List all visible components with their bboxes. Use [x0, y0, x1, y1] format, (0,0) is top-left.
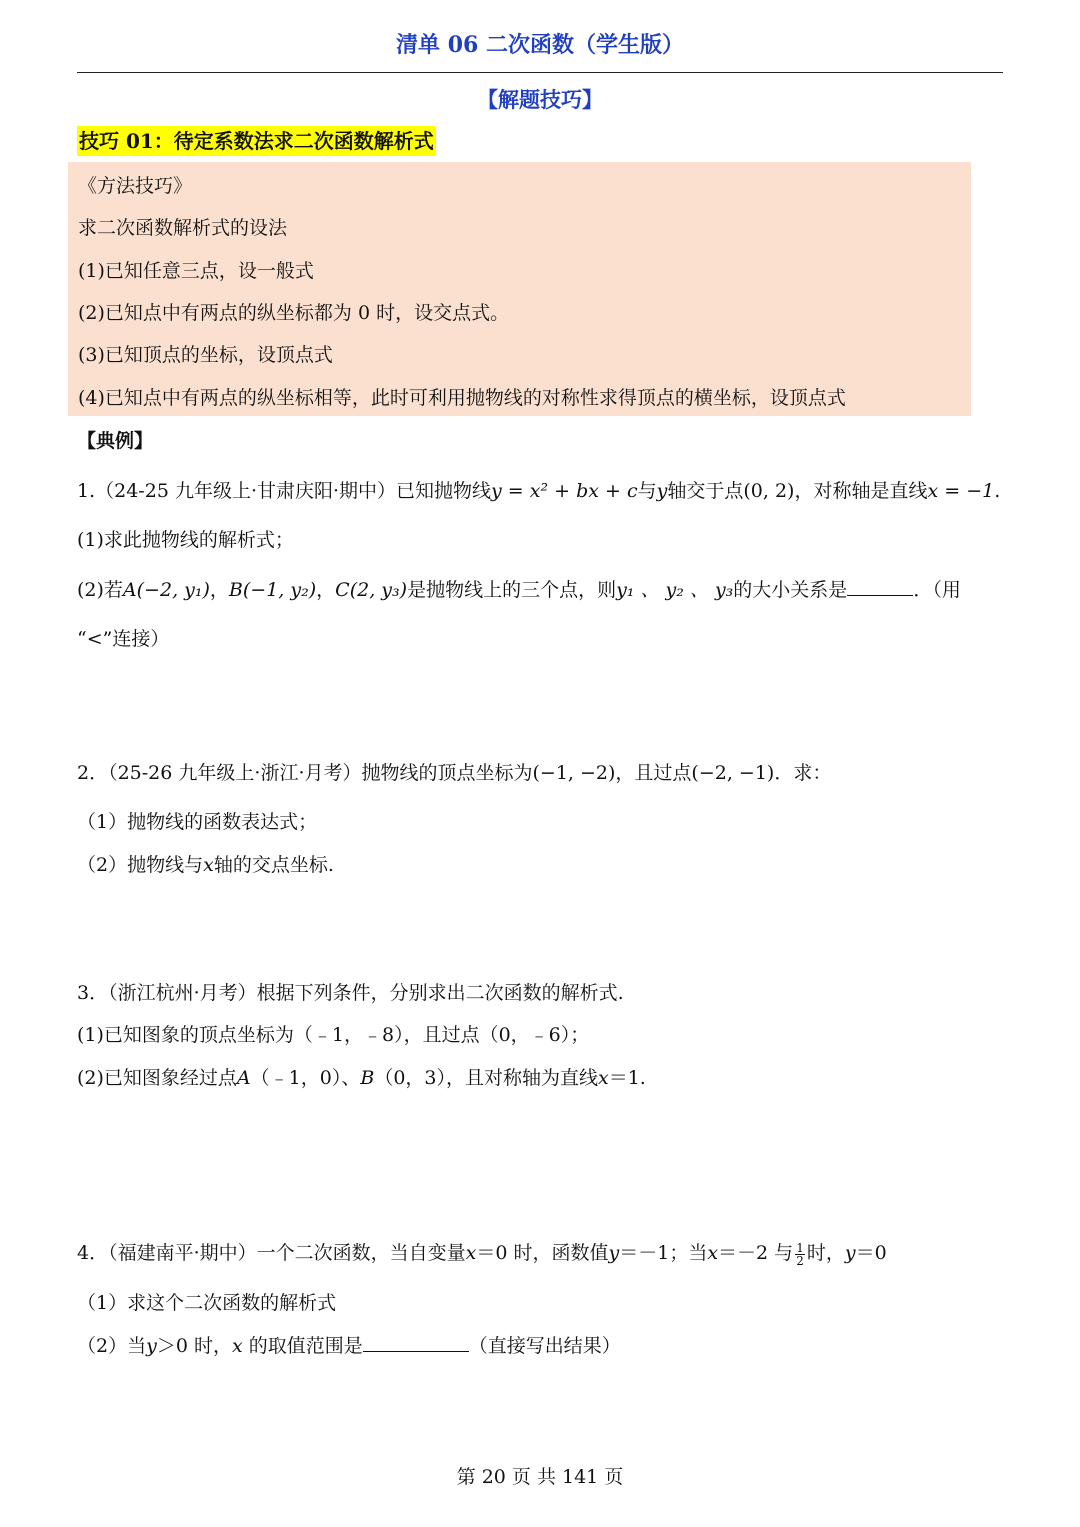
q4-frac-num: 1 [796, 1240, 804, 1255]
q4-prefix: 4．（福建南平·期中）一个二次函数，当自变量 [77, 1242, 466, 1264]
q2-x-var: x [203, 854, 214, 876]
q1-point-c: C(2, y₃) [335, 579, 408, 601]
q1-equation: y = x² + bx + c [491, 480, 638, 502]
q4-y-var-1: y [608, 1242, 620, 1264]
page-footer: 第 20 页 共 141 页 [456, 1466, 624, 1488]
q1-mid: 与 [637, 480, 657, 502]
q1-sep-2: ， [316, 579, 336, 601]
example-heading: 【典例】 [77, 430, 154, 452]
q3-sub2-mid: （﹣1，0）、 [250, 1067, 361, 1089]
q3-point-b: B [360, 1067, 375, 1089]
q3-sub2-end: ＝1. [608, 1067, 646, 1089]
q4-seg-2: ＝－1；当 [619, 1242, 708, 1264]
q1-point: (0, 2) [743, 480, 795, 502]
header-divider [77, 72, 1003, 73]
q1-sub2-end: ．（用 [913, 579, 961, 601]
page-header-title: 清单 06 二次函数（学生版） [396, 32, 684, 58]
q1-sub2-mid: 是抛物线上的三个点，则 [407, 579, 617, 601]
q4-answer-blank[interactable] [363, 1350, 469, 1352]
method-line-4: (3)已知顶点的坐标，设顶点式 [78, 344, 333, 366]
q3-sub-2 [77, 1063, 646, 1090]
q1-sub-2-cont: “<”连接） [77, 628, 170, 650]
method-line-1: 求二次函数解析式的设法 [78, 217, 288, 239]
q2-end: ．求： [774, 762, 832, 784]
q4-x-var-2: x [707, 1242, 719, 1264]
q4-y-var-3: y [146, 1335, 157, 1357]
q1-end: . [994, 480, 1001, 502]
q3-point-a: A [236, 1067, 251, 1089]
q4-line-1 [77, 1238, 887, 1267]
method-heading: 《方法技巧》 [78, 175, 193, 197]
q3-line-1: 3．（浙江杭州·月考）根据下列条件，分别求出二次函数的解析式. [77, 982, 624, 1004]
q4-fraction [795, 1242, 805, 1267]
q4-x-var-1: x [465, 1242, 477, 1264]
q4-sub2-prefix: （2）当 [77, 1335, 147, 1357]
q2-mid: ，且过点 [615, 762, 692, 784]
q2-sub2-prefix: （2）抛物线与 [77, 854, 204, 876]
q1-prefix: 1.（24-25 九年级上·甘肃庆阳·期中）已知抛物线 [77, 480, 492, 502]
q3-x-var: x [598, 1067, 609, 1089]
q1-mid2: 轴交于点 [667, 480, 744, 502]
q2-sub2-end: 轴的交点坐标. [213, 854, 334, 876]
q2-point: (−2, −1) [691, 762, 775, 784]
q4-sub2-end: （直接写出结果） [468, 1335, 621, 1357]
q4-sub2-mid2: 的取值范围是 [242, 1335, 363, 1357]
q3-sub2-mid2: （0，3），且对称轴为直线 [374, 1067, 598, 1089]
q4-seg-4: 时， [806, 1242, 845, 1264]
q1-sub2-prefix: (2)若 [77, 579, 123, 601]
q2-prefix: 2．（25-26 九年级上·浙江·月考）抛物线的顶点坐标为 [77, 762, 533, 784]
method-line-5: (4)已知点中有两点的纵坐标相等，此时可利用抛物线的对称性求得顶点的横坐标，设顶点式 [78, 387, 846, 409]
q1-sub-1: (1)求此抛物线的解析式； [77, 529, 294, 551]
method-box [68, 162, 971, 416]
q4-sub2-mid: ＞0 时， [156, 1335, 232, 1357]
q1-sub2-mid2: 的大小关系是 [733, 579, 848, 601]
q2-sub-1: （1）抛物线的函数表达式； [77, 811, 318, 833]
q4-seg-1: ＝0 时，函数值 [476, 1242, 609, 1264]
q1-sep-1: ， [209, 579, 229, 601]
q2-line-1 [77, 758, 831, 785]
q1-answer-blank[interactable] [847, 594, 913, 596]
q3-sub2-prefix: (2)已知图象经过点 [77, 1067, 237, 1089]
q4-frac-den: 2 [796, 1253, 804, 1268]
q4-x-var-3: x [231, 1335, 243, 1357]
q4-sub-1: （1）求这个二次函数的解析式 [77, 1292, 337, 1314]
q1-point-b: B(−1, y₂) [228, 579, 317, 601]
q1-axis: x = −1 [927, 480, 995, 502]
q1-line-1 [77, 476, 1000, 503]
method-line-3: (2)已知点中有两点的纵坐标都为 0 时，设交点式。 [78, 302, 510, 324]
q1-y-var: y [656, 480, 668, 502]
q2-sub-2 [77, 850, 334, 877]
tip-title: 技巧 01：待定系数法求二次函数解析式 [77, 126, 436, 156]
q1-sub-2 [77, 575, 961, 602]
q1-vars: y₁ 、 y₂ 、 y₃ [616, 579, 734, 601]
method-line-2: (1)已知任意三点，设一般式 [78, 260, 314, 282]
q4-seg-5: ＝0 [855, 1242, 887, 1264]
q1-point-a: A(−2, y₁) [122, 579, 210, 601]
q4-seg-3: ＝－2 与 [718, 1242, 794, 1264]
q4-y-var-2: y [844, 1242, 856, 1264]
q2-vertex: (−1, −2) [532, 762, 616, 784]
q3-sub-1: (1)已知图象的顶点坐标为（﹣1，﹣8），且过点（0，﹣6）； [77, 1024, 590, 1046]
q1-mid3: ，对称轴是直线 [794, 480, 928, 502]
q4-sub-2 [77, 1331, 621, 1358]
section-title: 【解题技巧】 [477, 87, 603, 112]
